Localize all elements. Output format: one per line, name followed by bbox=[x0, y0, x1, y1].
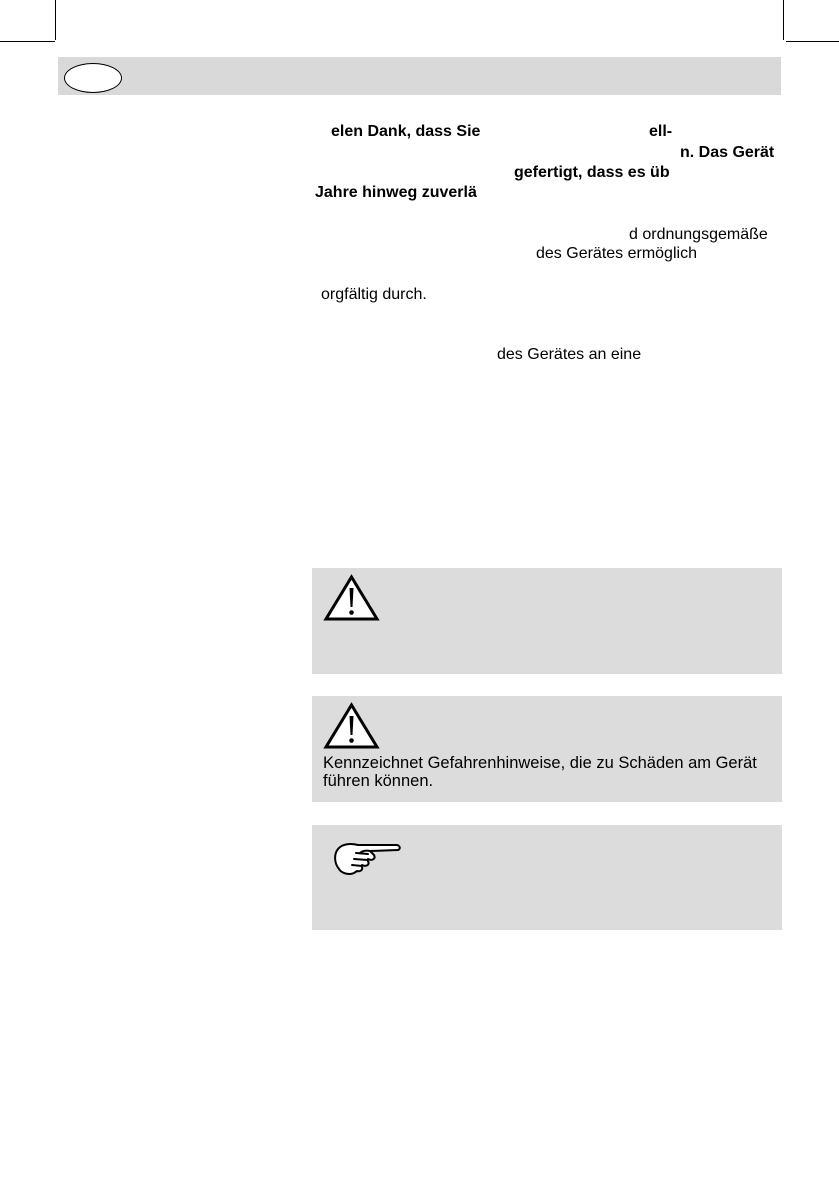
crop-mark-right-vertical bbox=[783, 0, 784, 40]
intro-line-7-left: orgfältig durch. bbox=[321, 286, 427, 303]
language-header-bar bbox=[58, 57, 781, 95]
intro-line-2-right: n. Das Gerät bbox=[680, 144, 775, 161]
language-badge bbox=[64, 63, 122, 93]
intro-line-6-mid: des Gerätes ermöglich bbox=[536, 245, 697, 262]
crop-mark-left-horizontal bbox=[0, 41, 55, 42]
notice-text: Kennzeichnet Gefahrenhinweise, die zu Schäden am Gerät führen können. bbox=[323, 754, 757, 790]
intro-line-8-mid: des Gerätes an eine bbox=[497, 346, 642, 363]
intro-line-5-right: d ordnungsgemäße bbox=[629, 226, 768, 243]
damage-notice-box bbox=[312, 696, 782, 802]
danger-notice-box bbox=[312, 568, 782, 674]
crop-mark-left-vertical bbox=[55, 0, 56, 40]
hint-notice-box bbox=[312, 825, 782, 930]
intro-line-4-left: Jahre hinweg zuverlä bbox=[315, 184, 477, 201]
crop-mark-right-horizontal bbox=[786, 41, 839, 42]
warning-triangle-icon bbox=[323, 574, 380, 622]
intro-line-1-right: ell- bbox=[649, 123, 673, 140]
warning-triangle-icon bbox=[323, 702, 380, 750]
pointing-hand-icon bbox=[330, 839, 404, 877]
intro-line-3-mid: gefertigt, dass es üb bbox=[514, 164, 670, 181]
intro-line-1-left: elen Dank, dass Sie bbox=[331, 123, 481, 140]
